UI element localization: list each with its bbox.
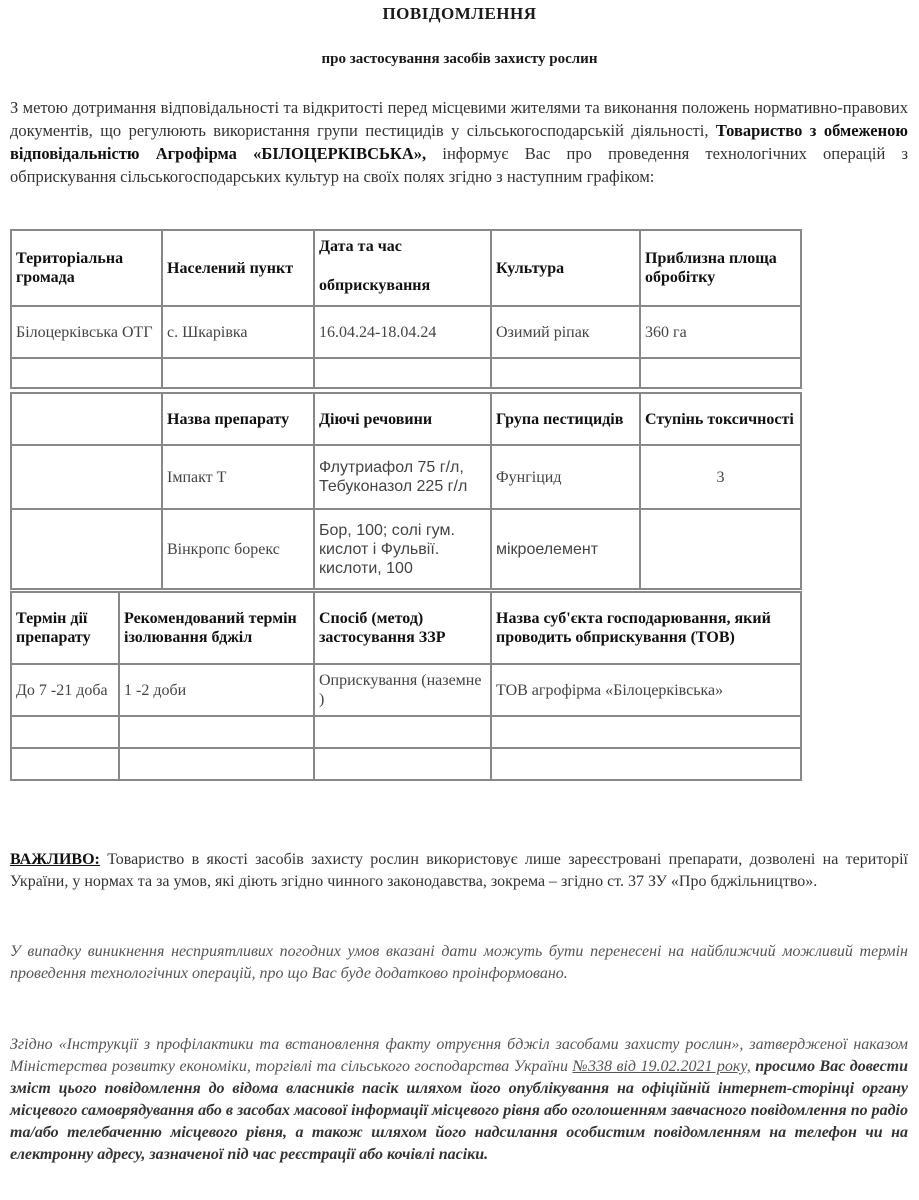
cell-toxicity: [640, 509, 801, 589]
intro-paragraph: [10, 96, 908, 188]
instruction-paragraph: [10, 1034, 908, 1166]
cell-active-substances: Флутриафол 75 г/л, Тебуконазол 225 г/л: [314, 445, 491, 509]
cell-operator: ТОВ агрофірма «Білоцерківська»: [491, 664, 801, 716]
header-active-substances: Діючі речовини: [314, 393, 491, 445]
intro-text-1: З метою дотримання відповідальності та відкритості перед місцевими жителями та виконання положень нормативно-правових документів, що регулюють використання групи пестицидів у сільськогосподарській діяльності,: [10, 98, 908, 140]
document-subtitle: про застосування засобів захисту рослин: [321, 51, 598, 67]
header-area: Приблизна площа обробітку: [640, 230, 801, 306]
header-method: Спосіб (метод) застосування ЗЗР: [314, 592, 491, 664]
weather-note: У випадку виникнення несприятливих погодних умов вказані дати можуть бути перенесені на найближчий можливий термін проведення технологічних операцій, про що Вас буде додатково проінформовано.: [10, 943, 908, 982]
cell-area: 360 га: [640, 306, 801, 358]
cell-crop: Озимий ріпак: [491, 306, 640, 358]
cell-active-substances: Бор, 100; солі гум. кислот і Фульвії. кислоти, 100: [314, 509, 491, 589]
header-product-name: Назва препарату: [162, 393, 314, 445]
header-isolation: Рекомендований термін ізолювання бджіл: [119, 592, 314, 664]
header-operator: Назва суб'єкта господарювання, який проводить обприскування (ТОВ): [491, 592, 801, 664]
instruction-text-1: Згідно «Інструкції з профілактики та встановлення факту отруєння бджіл засобами захисту рослин», затвердженої наказом Міністерства розвитку економіки, торгівлі та сільського господарства України: [10, 1036, 908, 1075]
schedule-table: [10, 229, 802, 389]
intro-text-2: інформує Вас про проведення технологічних операцій з обприскування сільськогосподарських культур на своїх полях згідно з наступним графіком:: [10, 144, 908, 186]
cell-method: Оприскування (наземне ): [314, 664, 491, 716]
instruction-request: просимо Вас довести зміст цього повідомлення до відома власників пасік шляхом його опублікування на офіційній інтернет-сторінці органу місцевого самоврядування або в засобах масової інформації місцевого рівня або оголошенням завчасного повідомлення по радіо та/або телебаченню місцевого рівня, а також шляхом його надсилання особистим повідомленням на телефон чи на електронну адресу, зазначеної під час реєстрації або кочівлі пасіки.: [10, 1058, 909, 1163]
header-date: [314, 230, 491, 306]
application-table: [10, 591, 802, 781]
cell-settlement: с. Шкарівка: [162, 306, 314, 358]
cell-pesticide-group: Фунгіцид: [491, 445, 640, 509]
important-text: Товариство в якості засобів захисту рослин використовує лише зареєстровані препарати, дозволені на території України, у нормах та за умов, які діють згідно чинного законодавства, зокрема – згідно ст. 37 ЗУ «Про бджільництво».: [10, 851, 909, 890]
cell-product-name: Вінкропс борекс: [162, 509, 314, 589]
cell-community: Білоцерківська ОТГ: [11, 306, 162, 358]
cell-duration: До 7 -21 доба: [11, 664, 119, 716]
header-date-line1: Дата та час: [319, 238, 402, 255]
cell-toxicity: 3: [640, 445, 801, 509]
order-reference: №338 від 19.02.2021 року,: [572, 1058, 751, 1075]
header-pesticide-group: Група пестицидів: [491, 393, 640, 445]
important-paragraph: [10, 849, 908, 893]
company-name: Товариство з обмеженою відповідальністю Агрофірма «БІЛОЦЕРКІВСЬКА»,: [10, 121, 908, 163]
header-date-line2: обприскування: [319, 277, 431, 294]
products-table: [10, 392, 802, 590]
important-label: ВАЖЛИВО:: [10, 851, 100, 868]
header-duration: Термін дії препарату: [11, 592, 119, 664]
document-title: ПОВІДОМЛЕННЯ: [382, 4, 537, 23]
header-community: Територіальна громада: [11, 230, 162, 306]
cell-date: 16.04.24-18.04.24: [314, 306, 491, 358]
cell-product-name: Імпакт Т: [162, 445, 314, 509]
cell-isolation: 1 -2 доби: [119, 664, 314, 716]
header-crop: Культура: [491, 230, 640, 306]
header-settlement: Населений пункт: [162, 230, 314, 306]
cell-pesticide-group: мікроелемент: [491, 509, 640, 589]
header-toxicity: Ступінь токсичності: [640, 393, 801, 445]
